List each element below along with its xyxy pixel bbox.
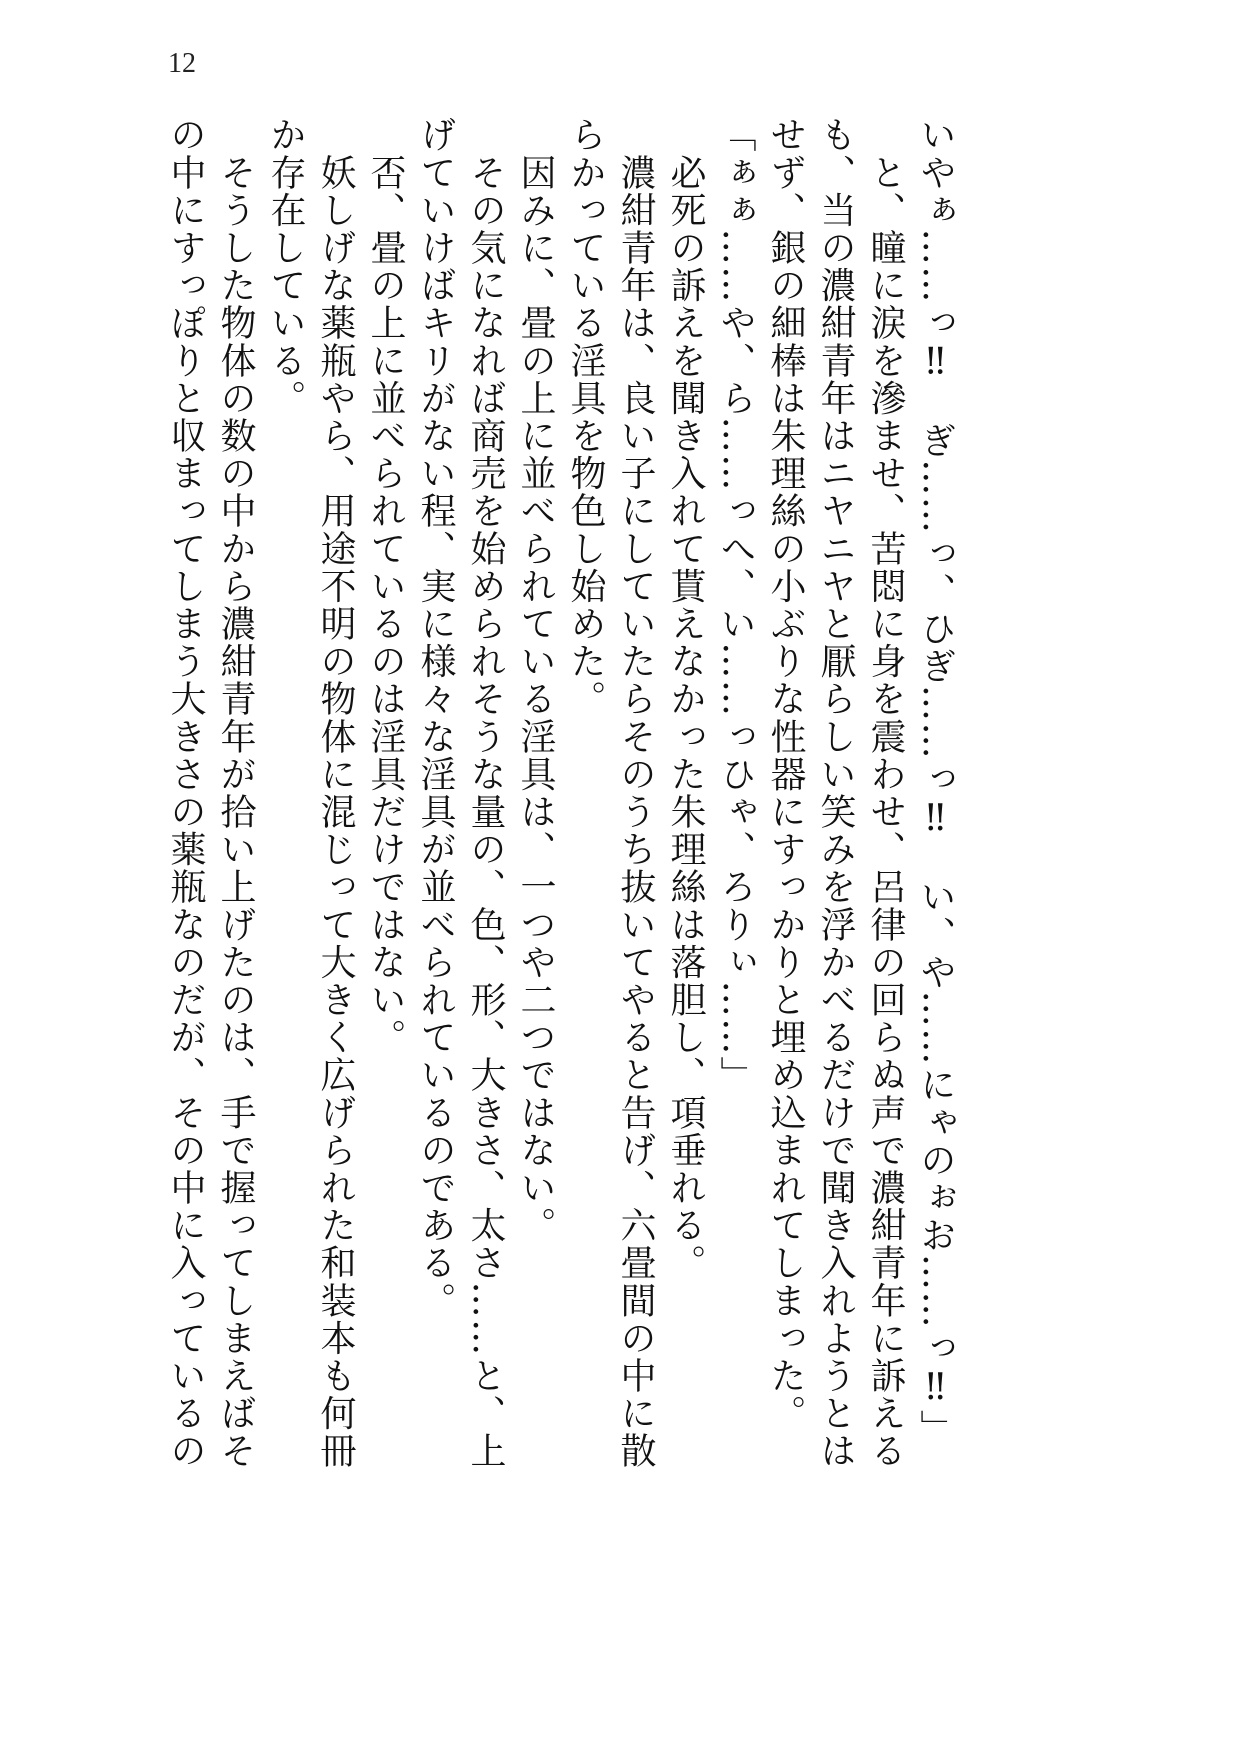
text-line: そうした物体の数の中から濃紺青年が拾い上げたのは、手で握ってしまえばそ: [215, 116, 256, 1470]
text-line: 否、畳の上に並べられているのは淫具だけではない。: [365, 116, 406, 1056]
text-line: 妖しげな薬瓶やら、用途不明の物体に混じって大きく広げられた和装本も何冊: [315, 116, 356, 1470]
text-line: げていけばキリがない程、実に様々な淫具が並べられているのである。: [415, 116, 456, 1320]
text-line: せず、銀の細棒は朱理絲の小ぶりな性器にすっかりと埋め込まれてしまった。: [765, 116, 806, 1432]
page-number: 12: [168, 48, 196, 79]
text-line: の中にすっぽりと収まってしまう大きさの薬瓶なのだが、その中に入っているの: [165, 116, 206, 1470]
text-line: 因みに、畳の上に並べられている淫具は、一つや二つではない。: [515, 116, 556, 1244]
text-line: いやぁ……っ‼ ぎ……っ、ひぎ……っ‼ い、や……にゃのぉお……っ‼」: [915, 116, 956, 1447]
text-line: 「ぁぁ……や、ら……っへ、い……っひゃ、ろりぃ……」: [715, 116, 756, 1094]
body-text: [160, 116, 960, 1516]
text-line: と、瞳に涙を滲ませ、苦悶に身を震わせ、呂律の回らぬ声で濃紺青年に訴える: [865, 116, 906, 1470]
text-line: 必死の訴えを聞き入れて貰えなかった朱理絲は落胆し、項垂れる。: [665, 116, 706, 1282]
text-line: らかっている淫具を物色し始めた。: [565, 116, 606, 718]
text-line: か存在している。: [265, 116, 306, 417]
text-line: も、当の濃紺青年はニヤニヤと厭らしい笑みを浮かべるだけで聞き入れようとは: [815, 116, 856, 1470]
text-line: その気になれば商売を始められそうな量の、色、形、大きさ、太さ……と、上: [465, 116, 506, 1470]
text-line: 濃紺青年は、良い子にしていたらそのうち抜いてやると告げ、六畳間の中に散: [615, 116, 656, 1470]
